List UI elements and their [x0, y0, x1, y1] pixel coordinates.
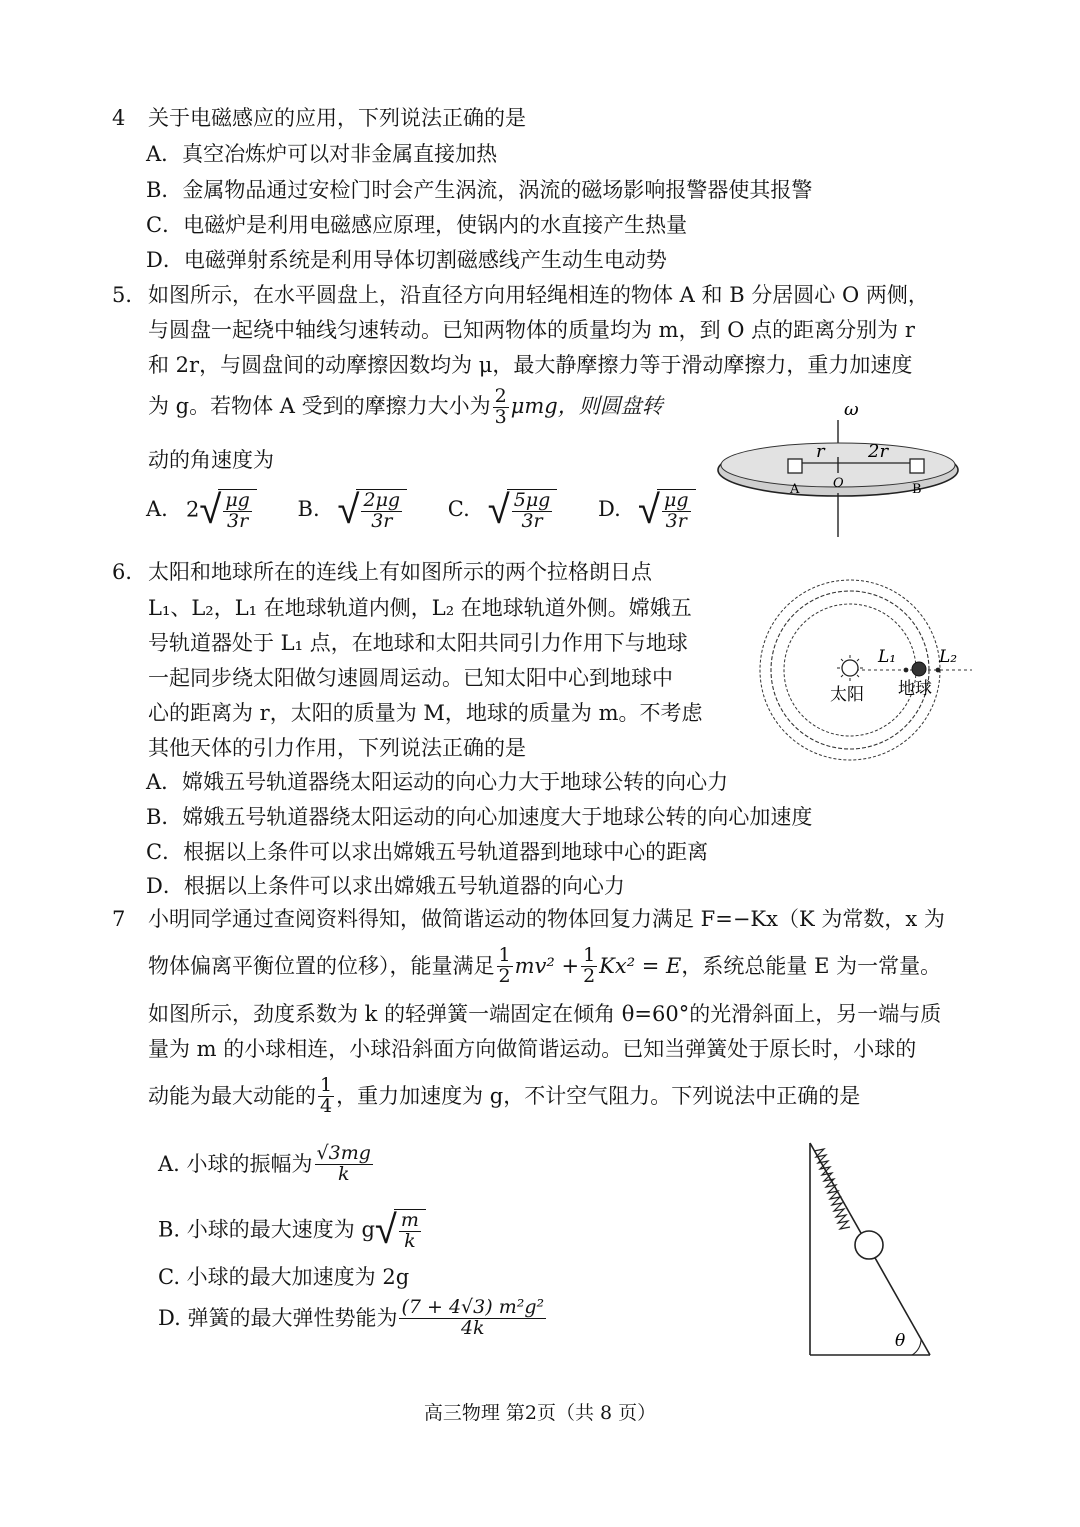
q5-frac-den: 3: [494, 405, 507, 428]
q7-line-1: 小明同学通过查阅资料得知，做简谐运动的物体回复力满足 F=−Kx（K 为常数，x 为: [148, 907, 945, 931]
q5-frac-num: 2: [494, 385, 507, 407]
q5-line-4-post: μmg，则圆盘转: [510, 393, 663, 418]
q6-l1-point: [904, 668, 909, 673]
q6-line-6: 其他天体的引力作用，下列说法正确的是: [148, 736, 526, 760]
q5-line-4: [148, 387, 663, 428]
q7-line-2-pre: 物体偏离平衡位置的位移），能量满足: [148, 953, 495, 978]
q5-label-b: B: [912, 482, 922, 497]
q5-label-o: O: [833, 476, 844, 491]
q7-half-1: [497, 946, 513, 987]
q5-option-d-radical: √ $\frac{\mu g}{3r}$: [638, 486, 695, 534]
q5-option-c-den: 3r: [521, 509, 543, 532]
q5-option-a-label: A.: [146, 497, 168, 522]
q7-half-2-den: 2: [583, 964, 596, 987]
q7-line-5-post: ，重力加速度为 g，不计空气阻力。下列说法中正确的是: [336, 1083, 861, 1108]
q7-quarter-num: 1: [320, 1074, 333, 1096]
q7-option-d-frac: [399, 1298, 546, 1339]
q7-line-5: [148, 1076, 860, 1117]
q5-option-a-num: μg: [225, 488, 250, 511]
q7-option-d-text: D. 弹簧的最大弹性势能为: [158, 1305, 398, 1330]
q7-option-a: [158, 1144, 375, 1185]
q5-option-b-den: 3r: [371, 509, 393, 532]
q7-option-a-num: √3mg: [316, 1142, 371, 1164]
q7-option-a-frac: [315, 1144, 373, 1185]
q5-option-b-label: B.: [297, 497, 320, 522]
q7-half-1-num: 1: [498, 944, 511, 966]
q5-option-a-coef: 2: [186, 497, 200, 522]
q7-angle-arc: [912, 1339, 921, 1355]
q6-sun-label: 太阳: [830, 685, 864, 705]
q4-option-c: C．电磁炉是利用电磁感应原理，使锅内的水直接产生热量: [146, 213, 688, 237]
q6-earth-label: 地球: [898, 679, 932, 699]
q5-option-c-label: C.: [447, 497, 470, 522]
q6-option-d: D．根据以上条件可以求出嫦娥五号轨道器的向心力: [146, 874, 625, 898]
q5-fraction-two-thirds: [493, 387, 509, 428]
q4-option-a: A．真空冶炼炉可以对非金属直接加热: [146, 142, 498, 166]
q5-option-d-label: D.: [598, 497, 621, 522]
q6-option-b: B．嫦娥五号轨道器绕太阳运动的向心加速度大于地球公转的向心加速度: [146, 805, 813, 829]
q7-line-3: 如图所示，劲度系数为 k 的轻弹簧一端固定在倾角 θ=60°的光滑斜面上，另一端与质: [148, 1002, 942, 1026]
q7-ball: [855, 1231, 883, 1259]
q5-2r-label: 2r: [868, 441, 889, 462]
q7-theta-label: θ: [895, 1331, 906, 1351]
page-footer: 高三物理 第2页（共 8 页）: [423, 1402, 657, 1424]
q6-line-4: 一起同步绕太阳做匀速圆周运动。已知太阳中心到地球中: [148, 666, 673, 690]
q7-option-b-den: k: [404, 1229, 416, 1252]
q5-omega-label: ω: [844, 399, 859, 420]
q7-eq-kinetic: mv² +: [514, 953, 580, 978]
q7-option-d: [158, 1298, 548, 1339]
q7-option-a-den: k: [337, 1162, 350, 1185]
q5-line-2: 与圆盘一起绕中轴线匀速转动。已知两物体的质量均为 m，到 O 点的距离分别为 r: [148, 318, 915, 342]
q5-option-c-radical: √ $\frac{5\mu g}{3r}$: [488, 486, 558, 534]
q7-option-d-den: 4k: [460, 1316, 485, 1339]
q7-option-d-num: (7 + 4√3) m²g²: [401, 1296, 545, 1318]
q6-line-3: 号轨道器处于 L₁ 点，在地球和太阳共同引力作用下与地球: [148, 631, 688, 655]
q6-line-2: L₁、L₂，L₁ 在地球轨道内侧，L₂ 在地球轨道外侧。嫦娥五: [148, 596, 692, 620]
q5-option-b-num: 2μg: [363, 488, 401, 511]
q7-number: 7: [112, 907, 126, 931]
q7-half-2: [581, 946, 597, 987]
q5-line-4-pre: 为 g。若物体 A 受到的摩擦力大小为: [148, 393, 491, 418]
q7-quarter-den: 4: [320, 1094, 333, 1117]
q7-line-4: 量为 m 的小球相连，小球沿斜面方向做简谐运动。已知当弹簧处于原长时，小球的: [148, 1037, 917, 1061]
sun-icon: [837, 655, 863, 681]
q6-line-1: 太阳和地球所在的连线上有如图所示的两个拉格朗日点: [148, 560, 652, 584]
q7-quarter: [318, 1076, 334, 1117]
q6-l2-point: [936, 668, 941, 673]
q5-option-a-den: 3r: [227, 509, 249, 532]
q5-option-a-radical: √ $\frac{\mu g}{3r}$: [199, 486, 256, 534]
q4-stem: 关于电磁感应的应用，下列说法正确的是: [148, 106, 526, 130]
q5-option-d-den: 3r: [665, 509, 687, 532]
q5-line-5: 动的角速度为: [148, 448, 274, 472]
q5-block-b: [910, 459, 924, 473]
q5-line-3: 和 2r，与圆盘间的动摩擦因数均为 μ，最大静摩擦力等于滑动摩擦力，重力加速度: [148, 353, 913, 377]
q5-option-b-radical: √ $\frac{2\mu g}{3r}$: [338, 486, 408, 534]
q7-option-a-text: A. 小球的振幅为: [158, 1151, 313, 1176]
q7-half-1-den: 2: [498, 964, 511, 987]
q6-option-a: A．嫦娥五号轨道器绕太阳运动的向心力大于地球公转的向心力: [146, 770, 729, 794]
q5-block-a: [788, 459, 802, 473]
q4-number: 4: [112, 106, 126, 130]
q4-option-b: B．金属物品通过安检门时会产生涡流，涡流的磁场影响报警器使其报警: [146, 178, 813, 202]
q7-option-c: C. 小球的最大加速度为 2g: [158, 1265, 410, 1289]
earth-icon: [912, 662, 926, 676]
q5-options: [146, 486, 696, 534]
q7-line-2-post: ，系统总能量 E 为一常量。: [681, 953, 942, 978]
q7-spring: [814, 1149, 850, 1229]
q6-l2-label: L₂: [939, 647, 958, 667]
q5-line-1: 如图所示，在水平圆盘上，沿直径方向用轻绳相连的物体 A 和 B 分居圆心 O 两侧，: [148, 283, 929, 307]
q7-incline-figure: [800, 1135, 940, 1360]
q7-half-2-num: 1: [583, 944, 596, 966]
q7-line-5-pre: 动能为最大动能的: [148, 1083, 316, 1108]
q7-option-b: [158, 1206, 426, 1254]
q6-option-c: C．根据以上条件可以求出嫦娥五号轨道器到地球中心的距离: [146, 840, 709, 864]
q5-option-c-num: 5μg: [513, 488, 551, 511]
q7-option-b-radical: √ $\frac{m}{k}$: [375, 1206, 426, 1254]
q5-disk-figure: [710, 395, 980, 555]
q6-l1-label: L₁: [878, 647, 897, 667]
q6-number: 6．: [112, 560, 147, 584]
q7-option-b-num: m: [400, 1208, 419, 1231]
q4-option-d: D．电磁弹射系统是利用导体切割磁感线产生动生电动势: [146, 248, 667, 272]
q7-line-2: [148, 946, 941, 987]
q5-label-a: A: [790, 482, 800, 497]
q7-option-b-text: B. 小球的最大速度为 g: [158, 1217, 375, 1242]
q6-orbit-figure: [752, 578, 984, 778]
q7-eq-potential: Kx² = E: [599, 953, 682, 978]
q6-line-5: 心的距离为 r，太阳的质量为 M，地球的质量为 m。不考虑: [148, 701, 703, 725]
q5-r-label: r: [816, 441, 825, 462]
q5-option-d-num: μg: [663, 488, 689, 511]
q5-number: 5．: [112, 283, 147, 307]
